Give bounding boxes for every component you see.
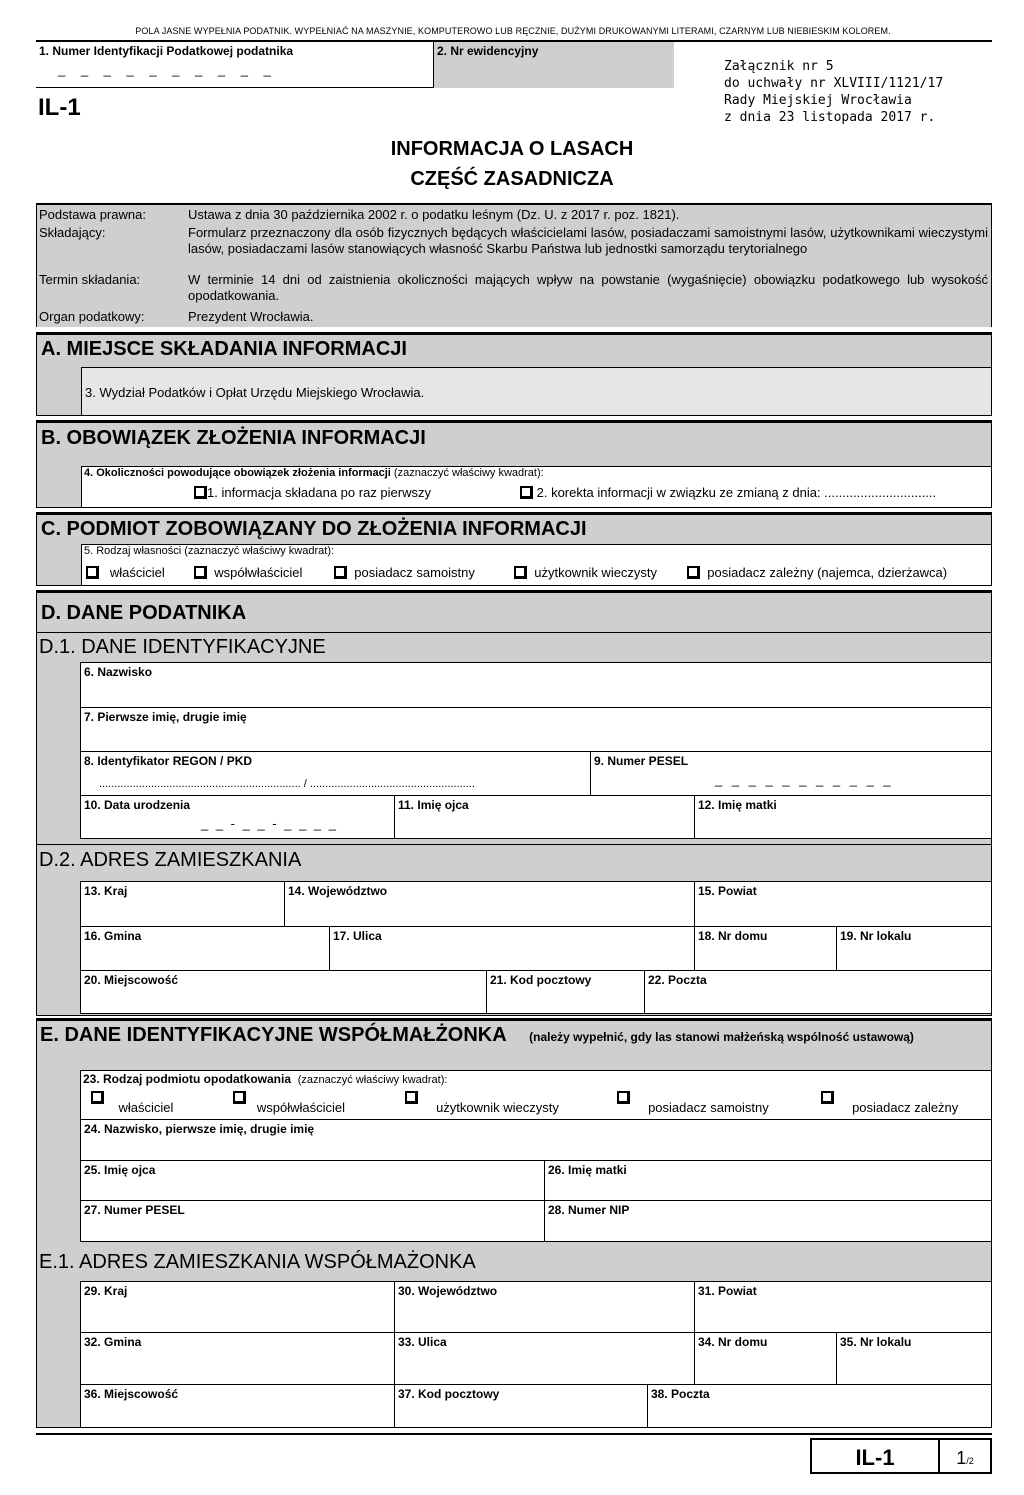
apartment-number-label: 19. Nr lokalu — [840, 929, 912, 943]
divider — [36, 844, 992, 845]
page-indicator — [938, 1438, 992, 1474]
perpetual-user-label: użytkownik wieczysty — [534, 565, 658, 580]
section-a-title: A. MIEJSCE SKŁADANIA INFORMACJI — [41, 338, 407, 360]
divider — [36, 632, 992, 633]
independent-holder-checkbox[interactable] — [334, 566, 347, 579]
apartment-number-field[interactable] — [836, 926, 992, 971]
perpetual-user-option[interactable] — [514, 565, 657, 580]
obligation-label — [84, 467, 544, 479]
dependent-holder-checkbox[interactable] — [687, 566, 700, 579]
post-office-label: 22. Poczta — [648, 973, 707, 987]
house-number-label: 18. Nr domu — [698, 929, 768, 943]
title-line-2: CZĘŚĆ ZASADNICZA — [410, 168, 614, 190]
registry-number-field[interactable] — [434, 42, 674, 88]
annex-line: Rady Miejskiej Wrocławia — [724, 93, 912, 108]
obligation-label-text: 4. Okoliczności powodujące obowiązek złożenia informacji — [84, 467, 391, 479]
post-office-field[interactable] — [644, 970, 992, 1014]
spouse-house-number-label: 34. Nr domu — [698, 1335, 768, 1349]
co-owner-option[interactable] — [194, 565, 302, 580]
mother-name-label: 12. Imię matki — [698, 798, 777, 812]
spouse-commune-field[interactable] — [80, 1332, 395, 1385]
spouse-nip-field[interactable] — [544, 1200, 992, 1242]
spouse-owner-label: właściciel — [118, 1100, 174, 1115]
spouse-perpetual-user-option[interactable] — [405, 1091, 559, 1115]
first-filing-checkbox[interactable] — [194, 486, 207, 499]
filer-text: Formularz przeznaczony dla osób fizycznych będących właścicielami lasów, posiadaczami samoistnymi lasów, użytkownikami wieczystymi lasów, posiadaczami lasów stanowiących własność Skarbu Państwa lub jednostki samorządu terytorialnego — [188, 225, 988, 256]
dependent-holder-option[interactable] — [687, 565, 947, 580]
filing-place-text: 3. Wydział Podatków i Opłat Urzędu Miejskiego Wrocławia. — [85, 385, 425, 400]
section-e-header — [40, 1024, 990, 1047]
commune-field[interactable] — [80, 926, 330, 971]
locality-label: 20. Miejscowość — [84, 973, 179, 987]
title-line-1: INFORMACJA O LASACH — [390, 138, 634, 160]
info-box — [36, 203, 992, 327]
section-e-title: E. DANE IDENTYFIKACYJNE WSPÓŁMAŁŻONKA — [40, 1024, 507, 1046]
basis-label: Podstawa prawna: — [39, 207, 146, 222]
spouse-house-number-field[interactable] — [694, 1332, 837, 1385]
page-title — [0, 134, 1024, 194]
correction-label: 2. korekta informacji w związku ze zmianą z dnia: ............................... — [536, 485, 937, 500]
dependent-holder-label: posiadacz zależny (najemca, dzierżawca) — [707, 565, 948, 580]
obligation-field — [81, 466, 991, 507]
father-name-label: 11. Imię ojca — [398, 798, 469, 812]
fill-instructions: POLA JASNE WYPEŁNIA PODATNIK. WYPEŁNIAĆ NA MASZYNIE, KOMPUTEROWO LUB RĘCZNIE, DUŻYMI DRUKOWANYMI LITERAMI, CZARNYM LUB NIEBIESKIM KOLOREM. — [135, 26, 891, 36]
postal-code-field[interactable] — [486, 970, 645, 1014]
correction-option[interactable] — [520, 485, 936, 500]
spouse-mother-name-label: 26. Imię matki — [548, 1163, 627, 1177]
spouse-county-field[interactable] — [694, 1281, 992, 1333]
spouse-independent-holder-label: posiadacz samoistny — [648, 1100, 769, 1115]
birth-date-field[interactable] — [80, 795, 395, 839]
taxable-entity-field — [80, 1070, 992, 1120]
postal-code-label: 21. Kod pocztowy — [490, 973, 592, 987]
first-filing-label: 1. informacja składana po raz pierwszy — [207, 485, 431, 500]
footer-form-code: IL-1 — [810, 1438, 940, 1474]
first-filing-option[interactable] — [194, 485, 431, 500]
spouse-father-name-label: 25. Imię ojca — [84, 1163, 156, 1177]
spouse-post-office-field[interactable] — [647, 1384, 992, 1428]
spouse-apartment-number-field[interactable] — [836, 1332, 992, 1385]
taxable-entity-label-text: 23. Rodzaj podmiotu opodatkowania — [83, 1072, 292, 1086]
page-total: /2 — [966, 1456, 974, 1466]
birth-date-label: 10. Data urodzenia — [84, 798, 191, 812]
nip-field-dashes: _ _ _ _ _ _ _ _ _ _ — [58, 62, 277, 77]
surname-field[interactable] — [80, 662, 992, 708]
independent-holder-label: posiadacz samoistny — [354, 565, 475, 580]
spouse-owner-checkbox[interactable] — [91, 1091, 104, 1104]
spouse-locality-field[interactable] — [80, 1384, 395, 1428]
regon-pkd-dots: .................................................................. / ...................................................... — [99, 778, 475, 790]
spouse-street-label: 33. Ulica — [398, 1335, 447, 1349]
basis-text: Ustawa z dnia 30 października 2002 r. o podatku leśnym (Dz. U. z 2017 r. poz. 1821). — [188, 207, 680, 222]
spouse-independent-holder-checkbox[interactable] — [617, 1091, 630, 1104]
spouse-post-office-label: 38. Poczta — [651, 1387, 710, 1401]
annex-line: z dnia 23 listopada 2017 r. — [724, 110, 936, 125]
spouse-dependent-holder-option[interactable] — [821, 1091, 958, 1115]
spouse-street-field[interactable] — [394, 1332, 695, 1385]
spouse-voivodeship-label: 30. Województwo — [398, 1284, 498, 1298]
spouse-commune-label: 32. Gmina — [84, 1335, 142, 1349]
obligation-hint: (zaznaczyć właściwy kwadrat): — [393, 467, 544, 479]
spouse-pesel-field[interactable] — [80, 1200, 545, 1242]
spouse-pesel-label: 27. Numer PESEL — [84, 1203, 185, 1217]
spouse-dependent-holder-checkbox[interactable] — [821, 1091, 834, 1104]
spouse-co-owner-label: współwłaściciel — [256, 1100, 345, 1115]
section-c-title: C. PODMIOT ZOBOWIĄZANY DO ZŁOŻENIA INFORMACJI — [41, 518, 587, 540]
ownership-field — [81, 544, 991, 585]
section-d-title: D. DANE PODATNIKA — [41, 602, 247, 624]
locality-field[interactable] — [80, 970, 487, 1014]
country-field[interactable] — [80, 881, 285, 927]
spouse-name-label: 24. Nazwisko, pierwsze imię, drugie imię — [84, 1122, 315, 1136]
regon-pkd-label: 8. Identyfikator REGON / PKD — [84, 754, 253, 768]
section-b — [36, 420, 992, 508]
annex-note — [724, 58, 943, 126]
spouse-perpetual-user-label: użytkownik wieczysty — [436, 1100, 559, 1115]
father-name-field[interactable] — [394, 795, 695, 839]
independent-holder-option[interactable] — [334, 565, 475, 580]
taxable-entity-label — [83, 1072, 447, 1086]
county-field[interactable] — [694, 881, 992, 927]
spouse-county-label: 31. Powiat — [698, 1284, 757, 1298]
country-label: 13. Kraj — [84, 884, 128, 898]
spouse-independent-holder-option[interactable] — [617, 1091, 769, 1115]
spouse-country-field[interactable] — [80, 1281, 395, 1333]
section-e-note: (należy wypełnić, gdy las stanowi małżeńską wspólność ustawową) — [529, 1030, 914, 1044]
co-owner-checkbox[interactable] — [194, 566, 207, 579]
spouse-co-owner-checkbox[interactable] — [233, 1091, 246, 1104]
spouse-co-owner-option[interactable] — [233, 1091, 345, 1115]
spouse-voivodeship-field[interactable] — [394, 1281, 695, 1333]
first-names-label: 7. Pierwsze imię, drugie imię — [84, 710, 247, 724]
taxable-entity-hint: (zaznaczyć właściwy kwadrat): — [297, 1074, 448, 1086]
spouse-father-name-field[interactable] — [80, 1160, 545, 1201]
e1-title: E.1. ADRES ZAMIESZKANIA WSPÓŁMAŻONKA — [39, 1251, 476, 1273]
correction-checkbox[interactable] — [520, 486, 533, 499]
annex-line: Załącznik nr 5 — [724, 59, 834, 74]
nip-field-label: 1. Numer Identyfikacji Podatkowej podatnika — [39, 44, 294, 58]
surname-label: 6. Nazwisko — [84, 665, 153, 679]
street-label: 17. Ulica — [333, 929, 382, 943]
page-number: 1 — [956, 1448, 967, 1468]
form-code: IL-1 — [38, 94, 81, 121]
first-names-field[interactable] — [80, 707, 992, 752]
registry-number-label: 2. Nr ewidencyjny — [437, 44, 539, 58]
county-label: 15. Powiat — [698, 884, 757, 898]
spouse-postal-code-label: 37. Kod pocztowy — [398, 1387, 500, 1401]
pesel-field[interactable] — [590, 751, 992, 796]
spouse-owner-option[interactable] — [91, 1091, 173, 1115]
d2-title: D.2. ADRES ZAMIESZKANIA — [39, 849, 302, 871]
spouse-name-field[interactable] — [80, 1119, 992, 1161]
spouse-mother-name-field[interactable] — [544, 1160, 992, 1201]
section-a — [36, 332, 992, 416]
annex-line: do uchwały nr XLVIII/1121/17 — [724, 76, 944, 91]
co-owner-label: współwłaściciel — [214, 565, 303, 580]
perpetual-user-checkbox[interactable] — [514, 566, 527, 579]
filing-place-field — [81, 367, 991, 415]
street-field[interactable] — [329, 926, 695, 971]
d1-title: D.1. DANE IDENTYFIKACYJNE — [39, 636, 326, 658]
ownership-label-text: 5. Rodzaj własności — [84, 545, 182, 557]
house-number-field[interactable] — [694, 926, 837, 971]
authority-text: Prezydent Wrocławia. — [188, 309, 314, 324]
spouse-locality-label: 36. Miejscowość — [84, 1387, 179, 1401]
ownership-label — [84, 545, 334, 557]
nip-field[interactable] — [36, 42, 434, 88]
spouse-apartment-number-label: 35. Nr lokalu — [840, 1335, 912, 1349]
mother-name-field[interactable] — [694, 795, 992, 839]
spouse-nip-label: 28. Numer NIP — [548, 1203, 630, 1217]
owner-checkbox[interactable] — [86, 566, 99, 579]
voivodeship-label: 14. Województwo — [288, 884, 388, 898]
commune-label: 16. Gmina — [84, 929, 142, 943]
pesel-label: 9. Numer PESEL — [594, 754, 689, 768]
spouse-perpetual-user-checkbox[interactable] — [405, 1091, 418, 1104]
filer-label: Składający: — [39, 225, 106, 240]
bottom-rule — [36, 1433, 992, 1435]
pesel-dashes: _ _ _ _ _ _ _ _ _ _ _ — [715, 772, 894, 787]
deadline-text: W terminie 14 dni od zaistnienia okoliczności mających wpływ na powstanie (wygaśnięcie) obowiązku podatkowego lub wysokość opodatkowania. — [188, 272, 988, 303]
ownership-hint: (zaznaczyć właściwy kwadrat): — [184, 545, 335, 557]
voivodeship-field[interactable] — [284, 881, 695, 927]
section-c — [36, 512, 992, 586]
owner-option[interactable] — [86, 565, 165, 580]
spouse-postal-code-field[interactable] — [394, 1384, 648, 1428]
owner-label: właściciel — [109, 565, 165, 580]
section-b-title: B. OBOWIĄZEK ZŁOŻENIA INFORMACJI — [41, 427, 426, 449]
regon-pkd-field[interactable] — [80, 751, 591, 796]
spouse-country-label: 29. Kraj — [84, 1284, 128, 1298]
deadline-label: Termin składania: — [39, 272, 141, 287]
spouse-dependent-holder-label: posiadacz zależny — [852, 1100, 959, 1115]
authority-label: Organ podatkowy: — [39, 309, 145, 324]
birth-date-dashes: _ _ - _ _ - _ _ _ _ — [201, 816, 339, 831]
